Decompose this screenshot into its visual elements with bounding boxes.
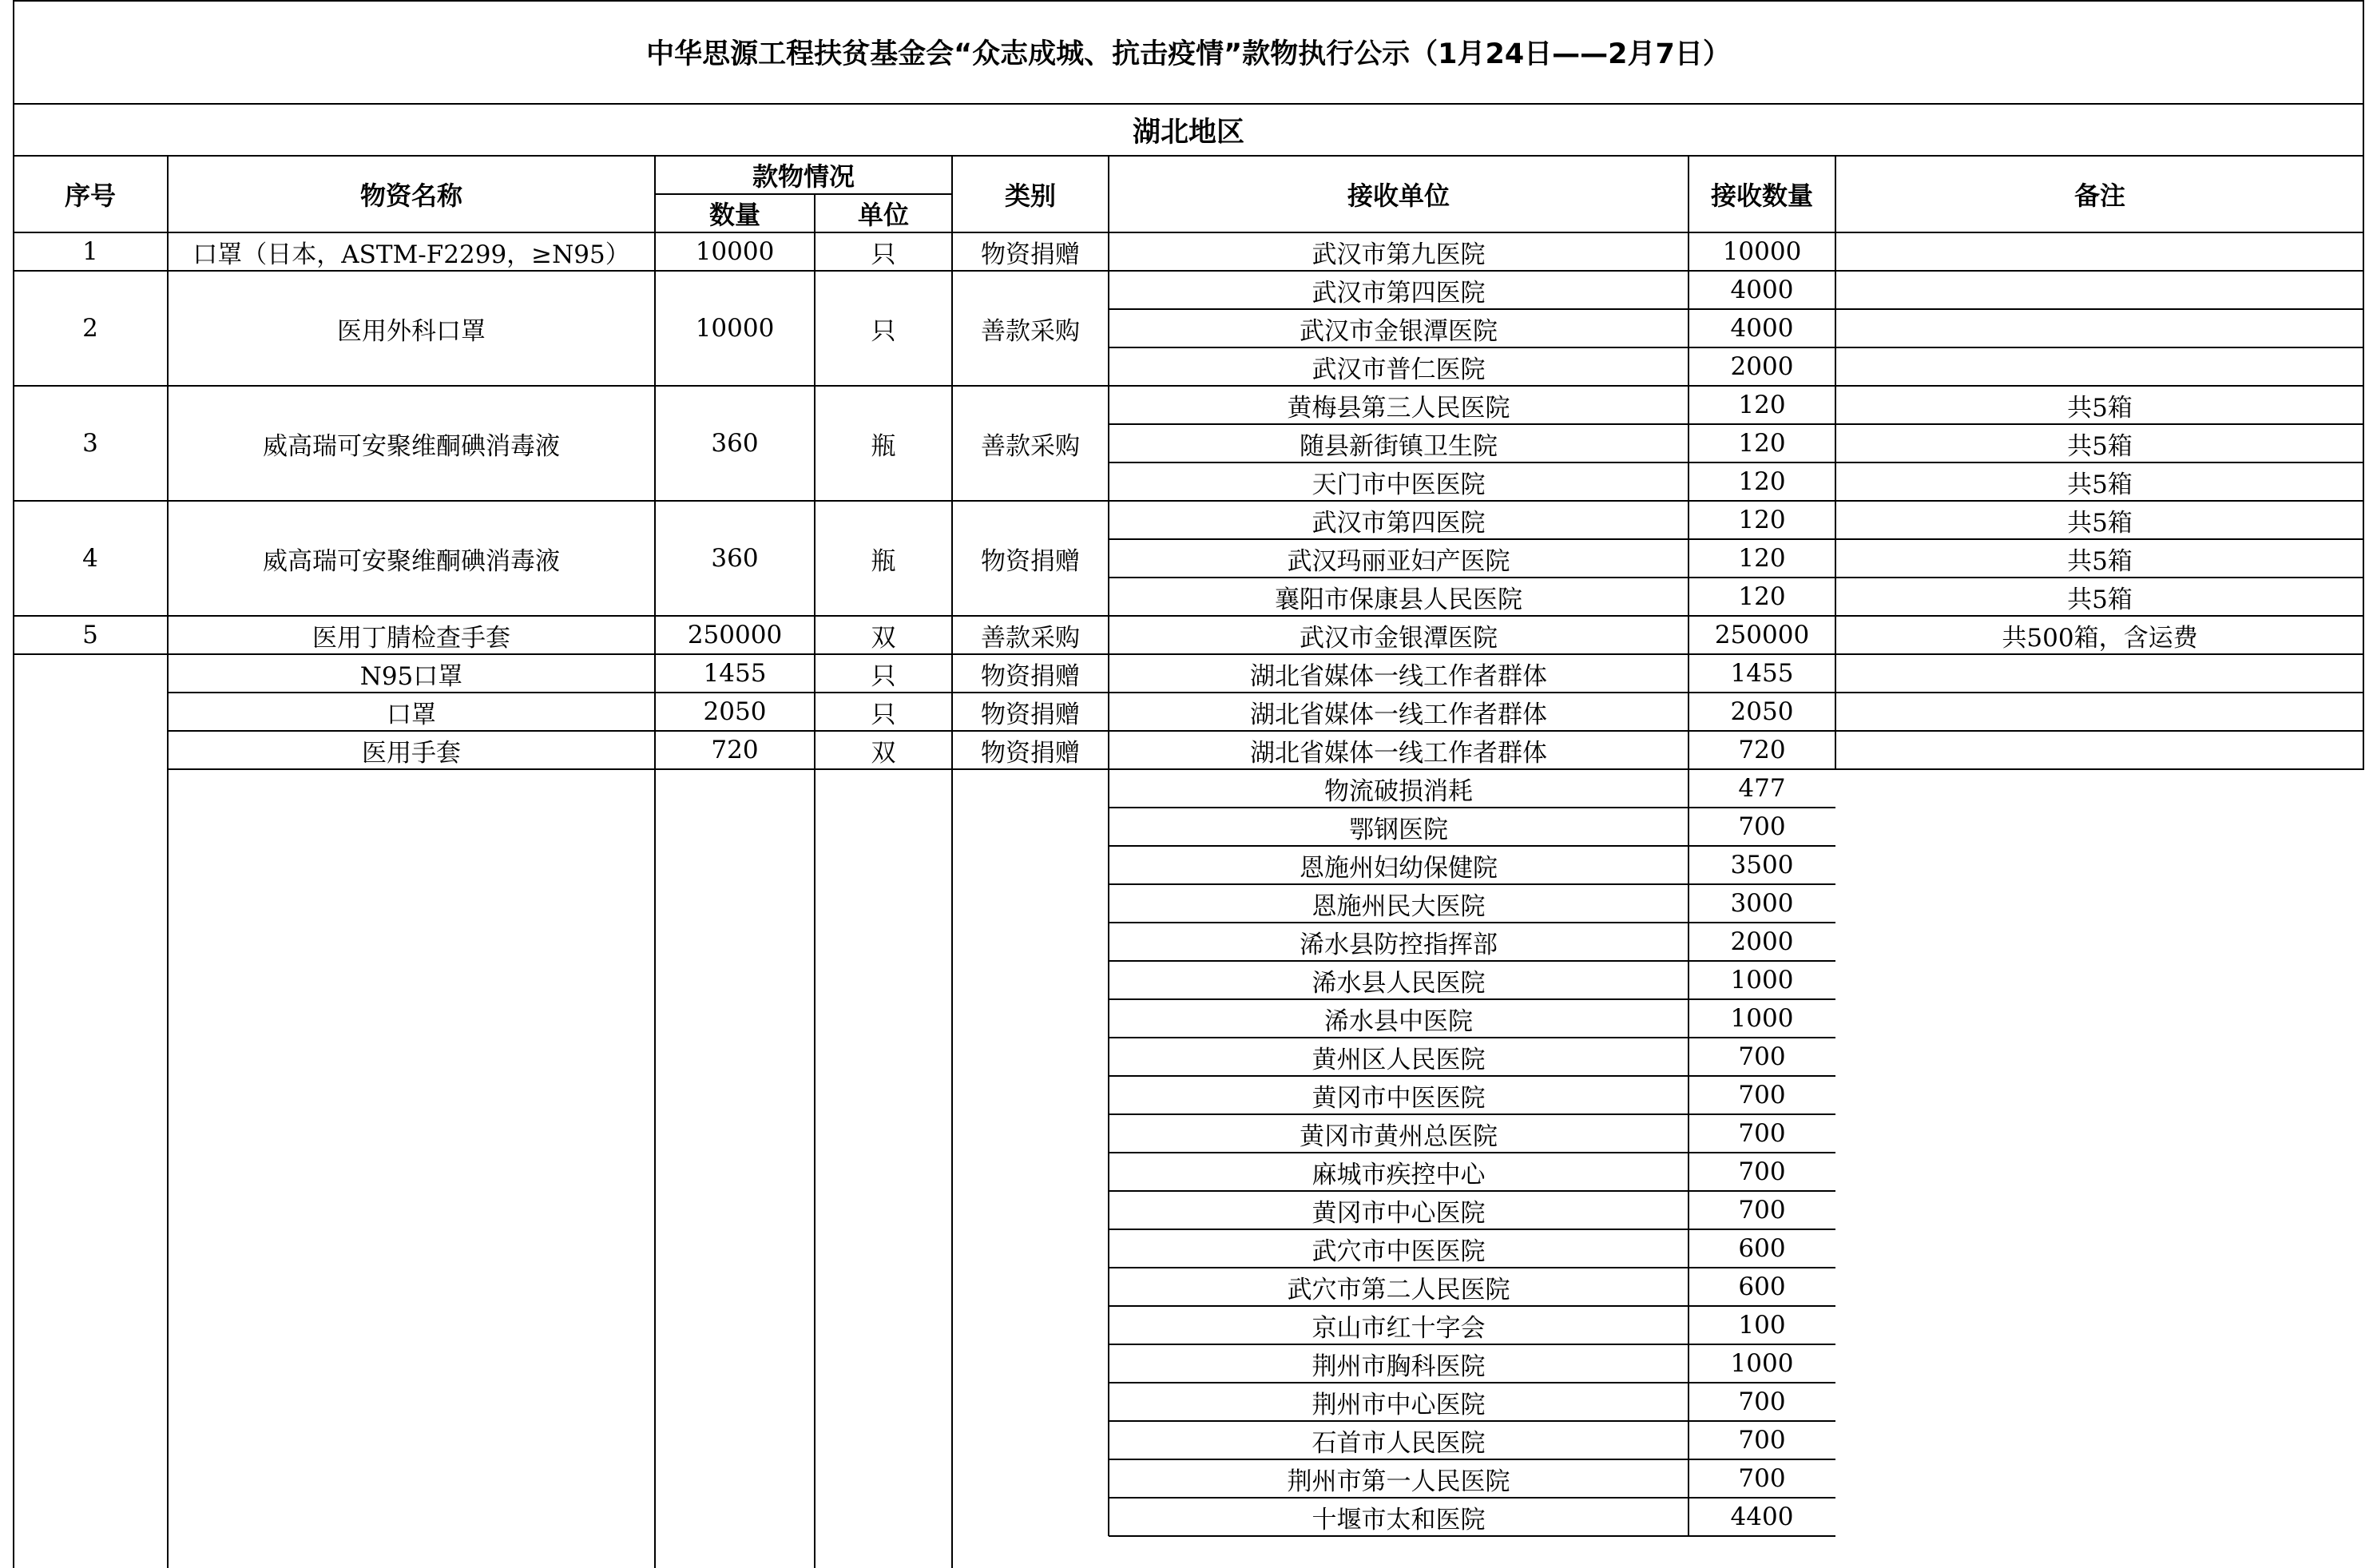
group-seq-cell: 3 <box>82 429 98 458</box>
group-quantity-cell: 1455 <box>703 659 767 688</box>
header-note: 备注 <box>2073 181 2125 211</box>
received-quantity-cell: 700 <box>1738 1464 1786 1493</box>
header-unit: 单位 <box>857 200 909 230</box>
group-item-name-cell: 医用手套 <box>362 738 461 768</box>
note-cell: 共5箱 <box>2067 470 2133 499</box>
note-cell <box>1835 1306 2364 1344</box>
received-quantity-cell: 700 <box>1738 812 1786 841</box>
received-quantity-cell: 700 <box>1738 1119 1786 1148</box>
recipient-cell: 天门市中医医院 <box>1312 470 1486 499</box>
note-cell <box>1835 769 2364 808</box>
group-seq-cell <box>13 731 168 769</box>
recipient-cell: 武汉市金银潭医院 <box>1300 623 1498 653</box>
recipient-cell: 武汉市第四医院 <box>1312 508 1486 538</box>
recipient-cell: 黄冈市黄州总医院 <box>1300 1121 1498 1151</box>
group-category-cell: 物资捐赠 <box>981 546 1080 576</box>
group-quantity-cell: 2050 <box>703 697 767 726</box>
note-cell <box>1835 654 2364 693</box>
group-unit-cell: 瓶 <box>871 546 896 576</box>
header-received-quantity: 接收数量 <box>1710 181 1813 211</box>
received-quantity-cell: 600 <box>1738 1234 1786 1263</box>
group-category-cell: 物资捐赠 <box>981 240 1080 269</box>
note-cell <box>1835 1038 2364 1076</box>
note-cell <box>1835 1076 2364 1114</box>
received-quantity-cell: 1000 <box>1730 1349 1794 1378</box>
group-item-name-cell: 口罩 <box>387 700 436 729</box>
recipient-cell: 湖北省媒体一线工作者群体 <box>1250 738 1547 768</box>
received-quantity-cell: 2000 <box>1730 352 1794 381</box>
recipient-cell: 襄阳市保康县人民医院 <box>1275 585 1522 614</box>
recipient-cell: 恩施州民大医院 <box>1312 891 1486 921</box>
received-quantity-cell: 120 <box>1738 391 1786 419</box>
group-item-name-cell: N95口罩 <box>359 661 463 691</box>
recipient-cell: 荆州市中心医院 <box>1312 1390 1486 1419</box>
note-cell: 共5箱 <box>2067 585 2133 614</box>
recipient-cell: 随县新街镇卫生院 <box>1300 431 1498 461</box>
header-item-name: 物资名称 <box>359 181 462 211</box>
group-quantity-cell: 250000 <box>687 621 783 649</box>
recipient-cell: 武汉市第九医院 <box>1312 240 1486 269</box>
recipient-cell: 荆州市第一人民医院 <box>1287 1467 1510 1496</box>
note-cell <box>1835 1498 2364 1536</box>
group-seq-cell: 1 <box>82 237 98 266</box>
group-item-name-cell: 威高瑞可安聚维酮碘消毒液 <box>263 431 560 461</box>
note-cell <box>1835 731 2364 769</box>
received-quantity-cell: 120 <box>1738 582 1786 611</box>
received-quantity-cell: 700 <box>1738 1387 1786 1416</box>
group-unit-cell: 瓶 <box>871 431 896 461</box>
recipient-cell: 浠水县防控指挥部 <box>1300 930 1498 959</box>
received-quantity-cell: 120 <box>1738 429 1786 458</box>
received-quantity-cell: 4400 <box>1730 1503 1794 1531</box>
header-category: 类别 <box>1004 181 1056 211</box>
recipient-cell: 京山市红十字会 <box>1312 1313 1486 1343</box>
recipient-cell: 恩施州妇幼保健院 <box>1300 853 1498 883</box>
group-quantity-cell: 360 <box>711 429 759 458</box>
group-quantity-cell: 360 <box>711 544 759 573</box>
header-funds-group: 款物情况 <box>752 161 855 192</box>
group-seq-cell: 5 <box>82 621 98 649</box>
group-seq-cell: 4 <box>82 544 98 573</box>
note-cell <box>1835 1191 2364 1229</box>
received-quantity-cell: 120 <box>1738 467 1786 496</box>
received-quantity-cell: 2000 <box>1730 927 1794 956</box>
group-category-cell: 善款采购 <box>981 623 1080 653</box>
received-quantity-cell: 700 <box>1738 1426 1786 1455</box>
note-cell <box>1835 884 2364 923</box>
recipient-cell: 武穴市第二人民医院 <box>1287 1275 1510 1304</box>
received-quantity-cell: 100 <box>1738 1311 1786 1340</box>
note-cell <box>1835 1229 2364 1268</box>
note-cell <box>1835 309 2364 347</box>
note-cell <box>1835 999 2364 1038</box>
spreadsheet <box>13 0 2364 1568</box>
page-title: 中华思源工程扶贫基金会“众志成城、抗击疫情”款物执行公示（1月24日——2月7日） <box>646 38 1731 70</box>
note-cell <box>1835 347 2364 386</box>
received-quantity-cell: 600 <box>1738 1272 1786 1301</box>
recipient-cell: 武汉市第四医院 <box>1312 278 1486 308</box>
received-quantity-cell: 4000 <box>1730 314 1794 343</box>
note-cell: 共500箱，含运费 <box>2002 623 2198 653</box>
note-cell: 共5箱 <box>2067 393 2133 423</box>
note-cell <box>1835 1459 2364 1498</box>
region-header: 湖北地区 <box>1132 116 1244 149</box>
header-recipient: 接收单位 <box>1347 181 1450 211</box>
recipient-cell: 武汉市普仁医院 <box>1312 355 1486 384</box>
group-item-name-cell: 威高瑞可安聚维酮碘消毒液 <box>263 546 560 576</box>
received-quantity-cell: 4000 <box>1730 276 1794 304</box>
group-quantity-cell: 10000 <box>695 314 775 343</box>
header-seq: 序号 <box>64 181 116 211</box>
group-unit-cell: 只 <box>871 661 896 691</box>
recipient-cell: 湖北省媒体一线工作者群体 <box>1250 661 1547 691</box>
group-category-cell: 善款采购 <box>981 316 1080 346</box>
recipient-cell: 鄂钢医院 <box>1349 815 1448 844</box>
group-seq-cell <box>13 654 168 693</box>
note-cell <box>1835 271 2364 309</box>
recipient-cell: 黄冈市中心医院 <box>1312 1198 1486 1228</box>
recipient-cell: 石首市人民医院 <box>1312 1428 1486 1458</box>
header-quantity: 数量 <box>708 200 760 230</box>
recipient-cell: 黄冈市中医医院 <box>1312 1083 1486 1113</box>
group-unit-cell: 双 <box>871 623 896 653</box>
group-unit-cell: 双 <box>871 738 896 768</box>
note-cell: 共5箱 <box>2067 508 2133 538</box>
note-cell: 共5箱 <box>2067 431 2133 461</box>
group-quantity-cell: 10000 <box>695 237 775 266</box>
received-quantity-cell: 700 <box>1738 1081 1786 1110</box>
received-quantity-cell: 120 <box>1738 544 1786 573</box>
note-cell <box>1835 1383 2364 1421</box>
received-quantity-cell: 720 <box>1738 736 1786 764</box>
received-quantity-cell: 250000 <box>1714 621 1810 649</box>
recipient-cell: 麻城市疾控中心 <box>1312 1160 1486 1189</box>
recipient-cell: 黄梅县第三人民医院 <box>1287 393 1510 423</box>
note-cell <box>1835 693 2364 731</box>
received-quantity-cell: 1000 <box>1730 966 1794 994</box>
received-quantity-cell: 3000 <box>1730 889 1794 918</box>
note-cell <box>1835 846 2364 884</box>
group-item-name-cell: 医用外科口罩 <box>337 316 486 346</box>
group-quantity-cell: 720 <box>711 736 759 764</box>
group-category-cell: 物资捐赠 <box>981 738 1080 768</box>
group-item-name-cell: 医用丁腈检查手套 <box>312 623 510 653</box>
group-item-name-cell: 口罩（日本，ASTM-F2299，≥N95） <box>192 240 630 269</box>
recipient-cell: 十堰市太和医院 <box>1312 1505 1486 1534</box>
note-cell <box>1835 1421 2364 1459</box>
group-unit-cell: 只 <box>871 240 896 269</box>
note-cell <box>1835 1114 2364 1153</box>
received-quantity-cell: 1455 <box>1730 659 1794 688</box>
group-seq-cell: 2 <box>82 314 98 343</box>
received-quantity-cell: 700 <box>1738 1196 1786 1225</box>
group-category-cell: 善款采购 <box>981 431 1080 461</box>
group-category-cell: 物资捐赠 <box>981 661 1080 691</box>
note-cell <box>1835 808 2364 846</box>
received-quantity-cell: 700 <box>1738 1157 1786 1186</box>
note-cell: 共5箱 <box>2067 546 2133 576</box>
recipient-cell: 浠水县人民医院 <box>1312 968 1486 998</box>
received-quantity-cell: 1000 <box>1730 1004 1794 1033</box>
received-quantity-cell: 700 <box>1738 1042 1786 1071</box>
note-cell <box>1835 961 2364 999</box>
recipient-cell: 物流破损消耗 <box>1324 776 1473 806</box>
recipient-cell: 荆州市胸科医院 <box>1312 1352 1486 1381</box>
group-category-cell: 物资捐赠 <box>981 700 1080 729</box>
received-quantity-cell: 2050 <box>1730 697 1794 726</box>
recipient-cell: 湖北省媒体一线工作者群体 <box>1250 700 1547 729</box>
note-cell <box>1835 1153 2364 1191</box>
received-quantity-cell: 120 <box>1738 506 1786 534</box>
recipient-cell: 浠水县中医院 <box>1324 1006 1473 1036</box>
note-cell <box>1835 232 2364 271</box>
received-quantity-cell: 3500 <box>1730 851 1794 879</box>
received-quantity-cell: 477 <box>1738 774 1786 803</box>
group-seq-cell <box>13 693 168 731</box>
recipient-cell: 黄州区人民医院 <box>1312 1045 1486 1074</box>
note-cell <box>1835 1268 2364 1306</box>
recipient-cell: 武汉玛丽亚妇产医院 <box>1287 546 1510 576</box>
group-unit-cell: 只 <box>871 700 896 729</box>
note-cell <box>1835 923 2364 961</box>
received-quantity-cell: 10000 <box>1722 237 1802 266</box>
recipient-cell: 武穴市中医医院 <box>1312 1237 1486 1266</box>
group-unit-cell: 只 <box>871 316 896 346</box>
note-cell <box>1835 1344 2364 1383</box>
recipient-cell: 武汉市金银潭医院 <box>1300 316 1498 346</box>
